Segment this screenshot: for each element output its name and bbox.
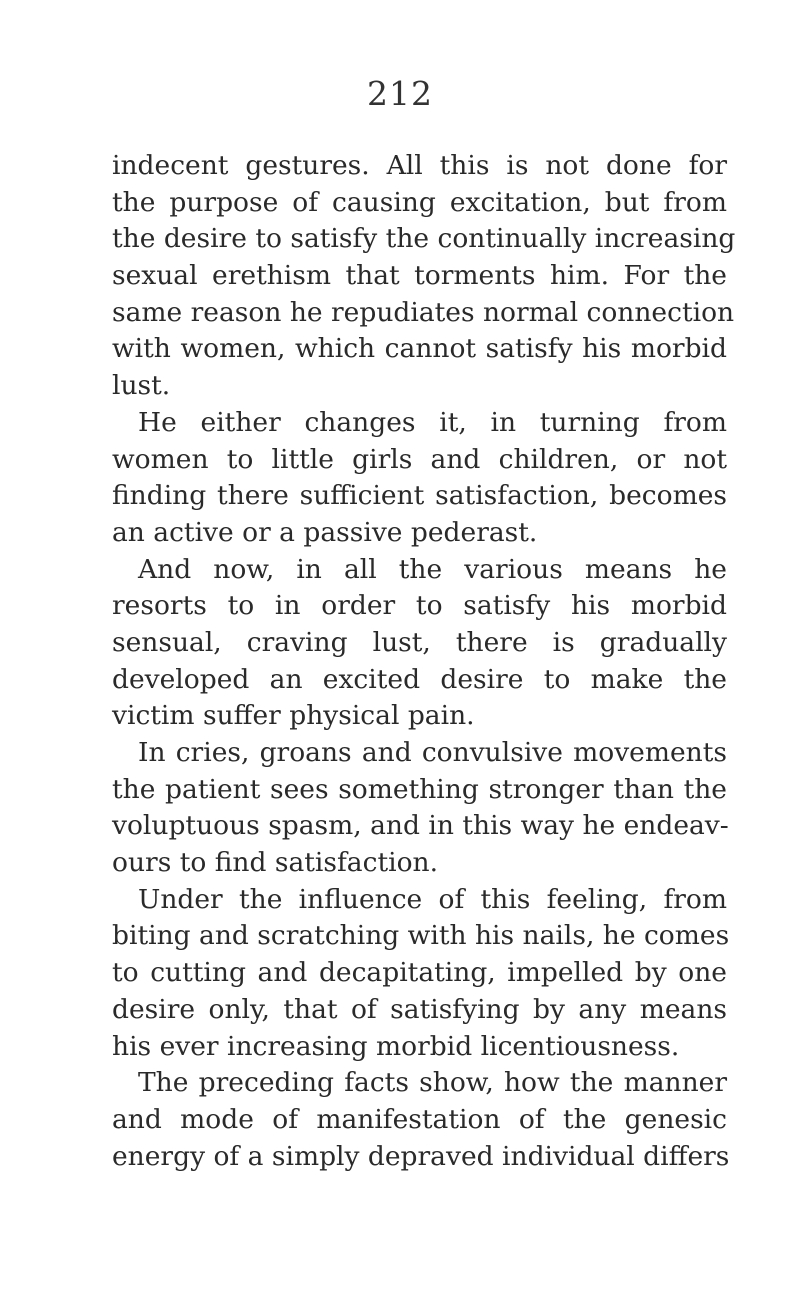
text-line: the purpose of causing excitation, but from: [112, 186, 727, 218]
text-line: the desire to satisfy the continually increasing: [112, 223, 736, 255]
text-line: sexual erethism that torments him. For the: [112, 260, 727, 292]
text-line: And now, in all the various means he: [138, 553, 727, 585]
text-line: lust.: [112, 370, 171, 402]
text-line: sensual, craving lust, there is gradually: [112, 626, 727, 658]
text-line: finding there sufficient satisfaction, becomes: [112, 480, 727, 512]
text-line: He either changes it, in turning from: [138, 406, 727, 438]
body-text: [112, 148, 736, 1175]
text-line: ours to find satisfaction.: [112, 847, 439, 879]
page-number: 212: [367, 74, 433, 113]
text-line: voluptuous spasm, and in this way he endeav-: [112, 810, 729, 842]
text-line: resorts to in order to satisfy his morbid: [112, 590, 727, 622]
text-line: and mode of manifestation of the genesic: [112, 1103, 727, 1135]
text-line: victim suffer physical pain.: [112, 700, 475, 732]
text-line: energy of a simply depraved individual differs: [112, 1140, 730, 1172]
text-line: same reason he repudiates normal connection: [112, 296, 735, 328]
text-line: an active or a passive pederast.: [112, 516, 538, 548]
text-line: his ever increasing morbid licentiousness.: [112, 1030, 680, 1062]
text-line: with women, which cannot satisfy his morbid: [112, 333, 727, 365]
text-line: The preceding facts show, how the manner: [138, 1067, 727, 1099]
text-line: to cutting and decapitating, impelled by one: [112, 957, 727, 989]
text-line: biting and scratching with his nails, he comes: [112, 920, 730, 952]
text-line: women to little girls and children, or not: [112, 443, 727, 475]
text-line: desire only, that of satisfying by any means: [112, 993, 727, 1025]
text-line: the patient sees something stronger than the: [112, 773, 727, 805]
text-line: developed an excited desire to make the: [112, 663, 727, 695]
text-line: indecent gestures. All this is not done for: [112, 150, 727, 181]
text-line: In cries, groans and convulsive movements: [138, 737, 727, 768]
text-line: Under the influence of this feeling, from: [138, 883, 727, 915]
